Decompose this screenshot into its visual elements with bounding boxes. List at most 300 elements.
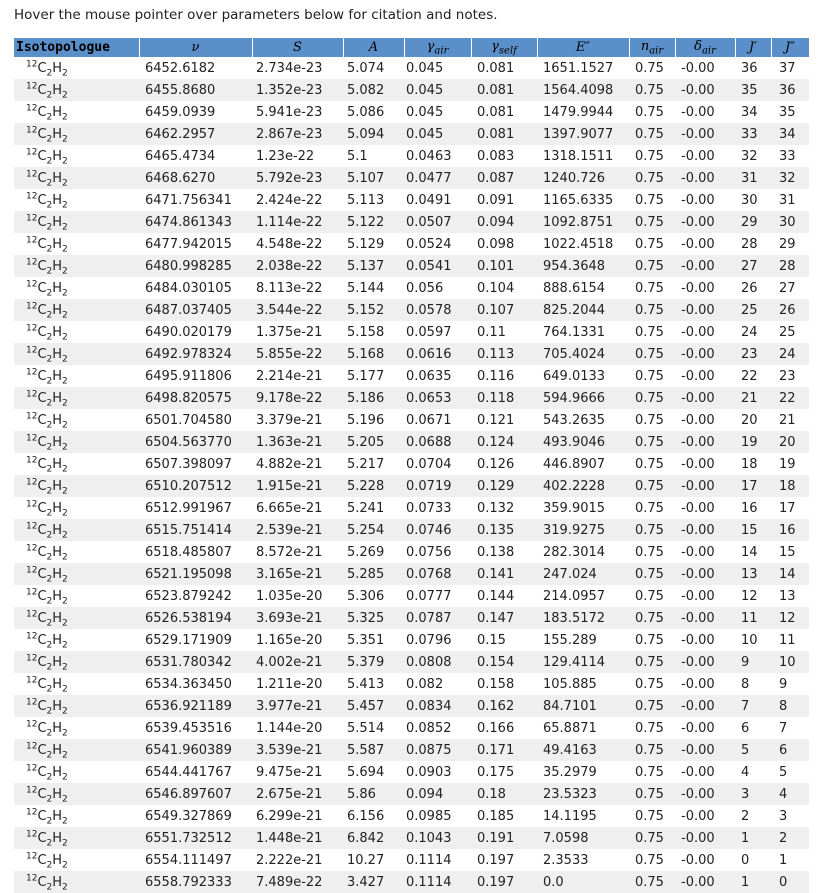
isotopologue-cell[interactable] [14,783,139,805]
einstein-a-cell[interactable]: 3.427 [343,871,404,893]
isotopologue-cell[interactable] [14,453,139,475]
lower-energy-cell[interactable]: 282.3014 [543,544,606,560]
nu-cell[interactable]: 6544.441767 [145,764,232,780]
isotopologue-cell[interactable] [14,299,139,321]
nu-cell[interactable]: 6526.538194 [139,607,252,629]
j-lower-cell[interactable]: 17 [779,500,796,516]
gamma-self-cell[interactable]: 0.081 [477,104,515,120]
intensity-cell[interactable]: 3.379e-21 [256,412,323,428]
n-air-cell[interactable]: 0.75 [629,827,675,849]
gamma-self-cell[interactable]: 0.141 [471,563,537,585]
intensity-cell[interactable]: 4.548e-22 [256,236,323,252]
j-lower-cell[interactable]: 10 [771,651,809,673]
j-upper-cell[interactable]: 30 [741,192,758,208]
nu-cell[interactable]: 6523.879242 [145,588,232,604]
nu-cell[interactable]: 6490.020179 [145,324,232,340]
isotopologue-cell[interactable] [14,123,139,145]
j-upper-cell[interactable]: 33 [735,123,771,145]
intensity-cell[interactable]: 5.855e-22 [252,343,343,365]
gamma-self-cell[interactable]: 0.083 [477,148,515,164]
nu-cell[interactable]: 6487.037405 [139,299,252,321]
intensity-cell[interactable]: 1.165e-20 [256,632,323,648]
delta-air-cell[interactable]: -0.00 [681,280,715,296]
j-upper-cell[interactable]: 24 [741,324,758,340]
intensity-cell[interactable]: 1.035e-20 [256,588,323,604]
isotopologue-cell[interactable] [14,673,139,695]
n-air-cell[interactable]: 0.75 [635,104,664,120]
nu-cell[interactable]: 6471.756341 [145,192,232,208]
j-upper-cell[interactable]: 29 [735,211,771,233]
gamma-self-cell[interactable]: 0.166 [477,720,515,736]
delta-air-cell[interactable]: -0.00 [681,324,715,340]
gamma-self-cell[interactable]: 0.197 [477,852,515,868]
j-upper-cell[interactable]: 26 [741,280,758,296]
lower-energy-cell[interactable]: 23.5323 [537,783,629,805]
gamma-air-cell[interactable]: 0.045 [406,104,444,120]
j-lower-cell[interactable]: 36 [771,79,809,101]
einstein-a-cell[interactable]: 5.86 [343,783,404,805]
lower-energy-cell[interactable]: 7.0598 [537,827,629,849]
gamma-self-cell[interactable]: 0.15 [477,632,506,648]
lower-energy-cell[interactable]: 1022.4518 [543,236,614,252]
intensity-cell[interactable]: 2.675e-21 [252,783,343,805]
n-air-cell[interactable]: 0.75 [629,519,675,541]
j-upper-cell[interactable]: 19 [735,431,771,453]
gamma-air-cell[interactable]: 0.0616 [404,343,471,365]
isotopologue-cell[interactable] [14,167,139,189]
gamma-self-cell[interactable]: 0.185 [477,808,515,824]
intensity-cell[interactable]: 6.299e-21 [256,808,323,824]
isotopologue-cell[interactable] [14,849,139,871]
gamma-self-cell[interactable]: 0.107 [471,299,537,321]
n-air-cell[interactable]: 0.75 [635,324,664,340]
delta-air-cell[interactable]: -0.00 [675,871,735,893]
einstein-a-cell[interactable]: 6.842 [343,827,404,849]
n-air-cell[interactable]: 0.75 [629,299,675,321]
intensity-cell[interactable]: 1.114e-22 [252,211,343,233]
delta-air-cell[interactable]: -0.00 [675,167,735,189]
einstein-a-cell[interactable]: 5.177 [347,368,385,384]
gamma-air-cell[interactable]: 0.0903 [406,764,452,780]
lower-energy-cell[interactable]: 954.3648 [537,255,629,277]
n-air-cell[interactable]: 0.75 [629,211,675,233]
delta-air-cell[interactable]: -0.00 [675,211,735,233]
j-upper-cell[interactable]: 27 [735,255,771,277]
intensity-cell[interactable]: 8.572e-21 [256,544,323,560]
gamma-air-cell[interactable]: 0.082 [406,676,444,692]
isotopologue-cell[interactable] [14,277,139,299]
gamma-self-cell[interactable]: 0.132 [477,500,515,516]
header-s[interactable] [252,38,343,57]
nu-cell[interactable]: 6529.171909 [145,632,232,648]
j-lower-cell[interactable]: 15 [779,544,796,560]
einstein-a-cell[interactable]: 5.113 [347,192,385,208]
j-lower-cell[interactable]: 23 [779,368,796,384]
nu-cell[interactable]: 6558.792333 [139,871,252,893]
delta-air-cell[interactable]: -0.00 [675,475,735,497]
j-lower-cell[interactable]: 24 [771,343,809,365]
n-air-cell[interactable]: 0.75 [635,764,664,780]
gamma-self-cell[interactable]: 0.129 [471,475,537,497]
isotopologue-cell[interactable] [14,321,139,343]
gamma-self-cell[interactable]: 0.18 [471,783,537,805]
j-upper-cell[interactable]: 8 [741,676,750,692]
einstein-a-cell[interactable]: 10.27 [347,852,385,868]
isotopologue-cell[interactable] [14,827,139,849]
j-lower-cell[interactable]: 19 [779,456,796,472]
n-air-cell[interactable]: 0.75 [635,632,664,648]
nu-cell[interactable]: 6554.111497 [145,852,232,868]
gamma-air-cell[interactable]: 0.045 [406,60,444,76]
j-upper-cell[interactable]: 23 [735,343,771,365]
delta-air-cell[interactable]: -0.00 [681,588,715,604]
intensity-cell[interactable]: 2.539e-21 [252,519,343,541]
j-upper-cell[interactable]: 25 [735,299,771,321]
j-upper-cell[interactable]: 15 [735,519,771,541]
gamma-air-cell[interactable]: 0.0653 [404,387,471,409]
nu-cell[interactable]: 6512.991967 [145,500,232,516]
lower-energy-cell[interactable]: 65.8871 [543,720,597,736]
einstein-a-cell[interactable]: 5.694 [347,764,385,780]
delta-air-cell[interactable]: -0.00 [675,563,735,585]
n-air-cell[interactable]: 0.75 [635,676,664,692]
j-upper-cell[interactable]: 16 [741,500,758,516]
isotopologue-cell[interactable] [14,387,139,409]
nu-cell[interactable]: 6462.2957 [139,123,252,145]
isotopologue-cell[interactable] [14,475,139,497]
lower-energy-cell[interactable]: 594.9666 [537,387,629,409]
gamma-air-cell[interactable]: 0.0796 [406,632,452,648]
gamma-air-cell[interactable]: 0.0635 [406,368,452,384]
gamma-air-cell[interactable]: 0.0746 [404,519,471,541]
delta-air-cell[interactable]: -0.00 [681,236,715,252]
intensity-cell[interactable]: 6.665e-21 [256,500,323,516]
j-lower-cell[interactable]: 25 [779,324,796,340]
j-upper-cell[interactable]: 17 [735,475,771,497]
intensity-cell[interactable]: 2.734e-23 [256,60,323,76]
einstein-a-cell[interactable]: 5.269 [347,544,385,560]
j-upper-cell[interactable]: 10 [741,632,758,648]
gamma-self-cell[interactable]: 0.158 [477,676,515,692]
j-lower-cell[interactable]: 8 [771,695,809,717]
nu-cell[interactable]: 6534.363450 [145,676,232,692]
n-air-cell[interactable]: 0.75 [635,720,664,736]
lower-energy-cell[interactable]: 1564.4098 [537,79,629,101]
gamma-self-cell[interactable]: 0.171 [471,739,537,761]
n-air-cell[interactable]: 0.75 [629,431,675,453]
lower-energy-cell[interactable]: 705.4024 [537,343,629,365]
nu-cell[interactable]: 6477.942015 [145,236,232,252]
einstein-a-cell[interactable]: 5.217 [347,456,385,472]
j-upper-cell[interactable]: 7 [735,695,771,717]
lower-energy-cell[interactable]: 105.885 [543,676,597,692]
j-upper-cell[interactable]: 21 [735,387,771,409]
lower-energy-cell[interactable]: 1651.1527 [543,60,614,76]
j-lower-cell[interactable]: 26 [771,299,809,321]
gamma-self-cell[interactable]: 0.126 [477,456,515,472]
lower-energy-cell[interactable]: 493.9046 [537,431,629,453]
j-lower-cell[interactable]: 28 [771,255,809,277]
isotopologue-cell[interactable] [14,739,139,761]
delta-air-cell[interactable]: -0.00 [675,827,735,849]
isotopologue-cell[interactable] [14,585,139,607]
gamma-air-cell[interactable]: 0.0477 [404,167,471,189]
nu-cell[interactable]: 6551.732512 [139,827,252,849]
gamma-air-cell[interactable]: 0.0578 [404,299,471,321]
n-air-cell[interactable]: 0.75 [629,475,675,497]
einstein-a-cell[interactable]: 5.074 [347,60,385,76]
j-lower-cell[interactable]: 33 [779,148,796,164]
j-upper-cell[interactable]: 20 [741,412,758,428]
j-upper-cell[interactable]: 12 [741,588,758,604]
gamma-self-cell[interactable]: 0.162 [471,695,537,717]
j-lower-cell[interactable]: 11 [779,632,796,648]
einstein-a-cell[interactable]: 5.107 [343,167,404,189]
intensity-cell[interactable]: 1.144e-20 [256,720,323,736]
isotopologue-cell[interactable] [14,145,139,167]
einstein-a-cell[interactable]: 5.325 [343,607,404,629]
lower-energy-cell[interactable]: 1479.9944 [543,104,614,120]
gamma-air-cell[interactable]: 0.0704 [406,456,452,472]
gamma-self-cell[interactable]: 0.091 [477,192,515,208]
intensity-cell[interactable]: 4.882e-21 [256,456,323,472]
n-air-cell[interactable]: 0.75 [635,544,664,560]
gamma-self-cell[interactable]: 0.144 [477,588,515,604]
isotopologue-cell[interactable] [14,255,139,277]
gamma-air-cell[interactable]: 0.045 [404,79,471,101]
n-air-cell[interactable]: 0.75 [635,368,664,384]
nu-cell[interactable]: 6498.820575 [139,387,252,409]
einstein-a-cell[interactable]: 5.254 [343,519,404,541]
delta-air-cell[interactable]: -0.00 [675,739,735,761]
gamma-air-cell[interactable]: 0.0688 [404,431,471,453]
delta-air-cell[interactable]: -0.00 [681,192,715,208]
nu-cell[interactable]: 6521.195098 [139,563,252,585]
gamma-air-cell[interactable]: 0.0671 [406,412,452,428]
einstein-a-cell[interactable]: 5.152 [343,299,404,321]
lower-energy-cell[interactable]: 1092.8751 [537,211,629,233]
einstein-a-cell[interactable]: 5.122 [343,211,404,233]
j-upper-cell[interactable]: 18 [741,456,758,472]
j-lower-cell[interactable]: 7 [779,720,788,736]
nu-cell[interactable]: 6484.030105 [145,280,232,296]
gamma-air-cell[interactable]: 0.1114 [406,852,452,868]
gamma-air-cell[interactable]: 0.0852 [406,720,452,736]
isotopologue-cell[interactable] [14,695,139,717]
isotopologue-cell[interactable] [14,805,139,827]
j-upper-cell[interactable]: 22 [741,368,758,384]
j-lower-cell[interactable]: 2 [771,827,809,849]
intensity-cell[interactable]: 8.113e-22 [256,280,323,296]
n-air-cell[interactable]: 0.75 [629,607,675,629]
j-upper-cell[interactable]: 36 [741,60,758,76]
n-air-cell[interactable]: 0.75 [635,808,664,824]
isotopologue-cell[interactable] [14,541,139,563]
einstein-a-cell[interactable]: 5.228 [343,475,404,497]
gamma-self-cell[interactable]: 0.081 [471,79,537,101]
lower-energy-cell[interactable]: 247.024 [537,563,629,585]
einstein-a-cell[interactable]: 5.196 [347,412,385,428]
gamma-air-cell[interactable]: 0.0787 [404,607,471,629]
gamma-self-cell[interactable]: 0.191 [471,827,537,849]
gamma-air-cell[interactable]: 0.0719 [404,475,471,497]
gamma-self-cell[interactable]: 0.113 [471,343,537,365]
einstein-a-cell[interactable]: 5.514 [347,720,385,736]
n-air-cell[interactable]: 0.75 [629,255,675,277]
einstein-a-cell[interactable]: 5.186 [343,387,404,409]
nu-cell[interactable]: 6455.8680 [139,79,252,101]
nu-cell[interactable]: 6515.751414 [139,519,252,541]
j-lower-cell[interactable]: 6 [771,739,809,761]
einstein-a-cell[interactable]: 5.379 [343,651,404,673]
einstein-a-cell[interactable]: 5.306 [347,588,385,604]
intensity-cell[interactable]: 9.475e-21 [256,764,323,780]
nu-cell[interactable]: 6541.960389 [139,739,252,761]
delta-air-cell[interactable]: -0.00 [681,148,715,164]
gamma-self-cell[interactable]: 0.081 [477,60,515,76]
j-upper-cell[interactable]: 2 [741,808,750,824]
nu-cell[interactable]: 6549.327869 [145,808,232,824]
intensity-cell[interactable]: 7.489e-22 [252,871,343,893]
lower-energy-cell[interactable]: 2.3533 [543,852,589,868]
delta-air-cell[interactable]: -0.00 [675,387,735,409]
einstein-a-cell[interactable]: 5.086 [347,104,385,120]
j-lower-cell[interactable]: 9 [779,676,788,692]
intensity-cell[interactable]: 1.352e-23 [252,79,343,101]
isotopologue-cell[interactable] [14,519,139,541]
intensity-cell[interactable]: 2.424e-22 [256,192,323,208]
j-upper-cell[interactable]: 34 [741,104,758,120]
gamma-self-cell[interactable]: 0.087 [471,167,537,189]
lower-energy-cell[interactable]: 319.9275 [537,519,629,541]
intensity-cell[interactable]: 1.211e-20 [256,676,323,692]
einstein-a-cell[interactable]: 5.457 [343,695,404,717]
n-air-cell[interactable]: 0.75 [629,783,675,805]
j-upper-cell[interactable]: 1 [735,871,771,893]
lower-energy-cell[interactable]: 35.2979 [543,764,597,780]
einstein-a-cell[interactable]: 5.205 [343,431,404,453]
j-lower-cell[interactable]: 3 [779,808,788,824]
nu-cell[interactable]: 6504.563770 [139,431,252,453]
delta-air-cell[interactable]: -0.00 [681,500,715,516]
nu-cell[interactable]: 6474.861343 [139,211,252,233]
header-isotopologue[interactable]: Isotopologue [14,38,139,57]
gamma-self-cell[interactable]: 0.154 [471,651,537,673]
n-air-cell[interactable]: 0.75 [635,500,664,516]
delta-air-cell[interactable]: -0.00 [681,104,715,120]
einstein-a-cell[interactable]: 5.082 [343,79,404,101]
gamma-self-cell[interactable]: 0.118 [471,387,537,409]
delta-air-cell[interactable]: -0.00 [681,808,715,824]
n-air-cell[interactable]: 0.75 [635,236,664,252]
isotopologue-cell[interactable] [14,365,139,387]
j-lower-cell[interactable]: 16 [771,519,809,541]
j-lower-cell[interactable]: 32 [771,167,809,189]
isotopologue-cell[interactable] [14,761,139,783]
header-j-upper[interactable] [735,38,771,57]
n-air-cell[interactable]: 0.75 [635,60,664,76]
isotopologue-cell[interactable] [14,233,139,255]
delta-air-cell[interactable]: -0.00 [675,519,735,541]
j-lower-cell[interactable]: 27 [779,280,796,296]
intensity-cell[interactable]: 1.448e-21 [252,827,343,849]
einstein-a-cell[interactable]: 5.137 [343,255,404,277]
gamma-air-cell[interactable]: 0.056 [406,280,444,296]
lower-energy-cell[interactable]: 183.5172 [537,607,629,629]
gamma-self-cell[interactable]: 0.147 [471,607,537,629]
n-air-cell[interactable]: 0.75 [629,739,675,761]
einstein-a-cell[interactable]: 5.129 [347,236,385,252]
lower-energy-cell[interactable]: 49.4163 [537,739,629,761]
gamma-air-cell[interactable]: 0.0541 [404,255,471,277]
gamma-air-cell[interactable]: 0.0768 [404,563,471,585]
nu-cell[interactable]: 6518.485807 [145,544,232,560]
intensity-cell[interactable]: 2.867e-23 [252,123,343,145]
intensity-cell[interactable]: 1.23e-22 [256,148,315,164]
delta-air-cell[interactable]: -0.00 [675,651,735,673]
n-air-cell[interactable]: 0.75 [635,456,664,472]
gamma-air-cell[interactable]: 0.045 [404,123,471,145]
einstein-a-cell[interactable]: 5.094 [343,123,404,145]
delta-air-cell[interactable]: -0.00 [675,607,735,629]
gamma-air-cell[interactable]: 0.1114 [404,871,471,893]
gamma-air-cell[interactable]: 0.0834 [404,695,471,717]
gamma-air-cell[interactable]: 0.0985 [406,808,452,824]
intensity-cell[interactable]: 3.693e-21 [252,607,343,629]
lower-energy-cell[interactable]: 1397.9077 [537,123,629,145]
einstein-a-cell[interactable]: 5.1 [347,148,368,164]
j-lower-cell[interactable]: 18 [771,475,809,497]
delta-air-cell[interactable]: -0.00 [675,783,735,805]
gamma-air-cell[interactable]: 0.0733 [406,500,452,516]
intensity-cell[interactable]: 3.165e-21 [252,563,343,585]
j-lower-cell[interactable]: 34 [771,123,809,145]
header-gamma-air[interactable] [404,38,471,57]
gamma-air-cell[interactable]: 0.0808 [404,651,471,673]
isotopologue-cell[interactable] [14,409,139,431]
j-upper-cell[interactable]: 14 [741,544,758,560]
n-air-cell[interactable]: 0.75 [629,871,675,893]
nu-cell[interactable]: 6495.911806 [145,368,232,384]
einstein-a-cell[interactable]: 5.587 [343,739,404,761]
isotopologue-cell[interactable] [14,871,139,893]
lower-energy-cell[interactable]: 543.2635 [543,412,606,428]
n-air-cell[interactable]: 0.75 [629,651,675,673]
intensity-cell[interactable]: 2.214e-21 [256,368,323,384]
isotopologue-cell[interactable] [14,629,139,651]
j-upper-cell[interactable]: 4 [741,764,750,780]
lower-energy-cell[interactable]: 14.1195 [543,808,597,824]
n-air-cell[interactable]: 0.75 [629,563,675,585]
header-n-air[interactable] [629,38,675,57]
lower-energy-cell[interactable]: 649.0133 [543,368,606,384]
n-air-cell[interactable]: 0.75 [635,148,664,164]
isotopologue-cell[interactable] [14,607,139,629]
lower-energy-cell[interactable]: 0.0 [537,871,629,893]
delta-air-cell[interactable]: -0.00 [681,60,715,76]
delta-air-cell[interactable]: -0.00 [681,456,715,472]
isotopologue-cell[interactable] [14,431,139,453]
j-lower-cell[interactable]: 14 [771,563,809,585]
einstein-a-cell[interactable]: 5.168 [343,343,404,365]
gamma-self-cell[interactable]: 0.081 [471,123,537,145]
j-lower-cell[interactable]: 4 [771,783,809,805]
j-upper-cell[interactable]: 0 [741,852,750,868]
gamma-air-cell[interactable]: 0.0507 [404,211,471,233]
j-lower-cell[interactable]: 12 [771,607,809,629]
intensity-cell[interactable]: 2.038e-22 [252,255,343,277]
gamma-self-cell[interactable]: 0.124 [471,431,537,453]
